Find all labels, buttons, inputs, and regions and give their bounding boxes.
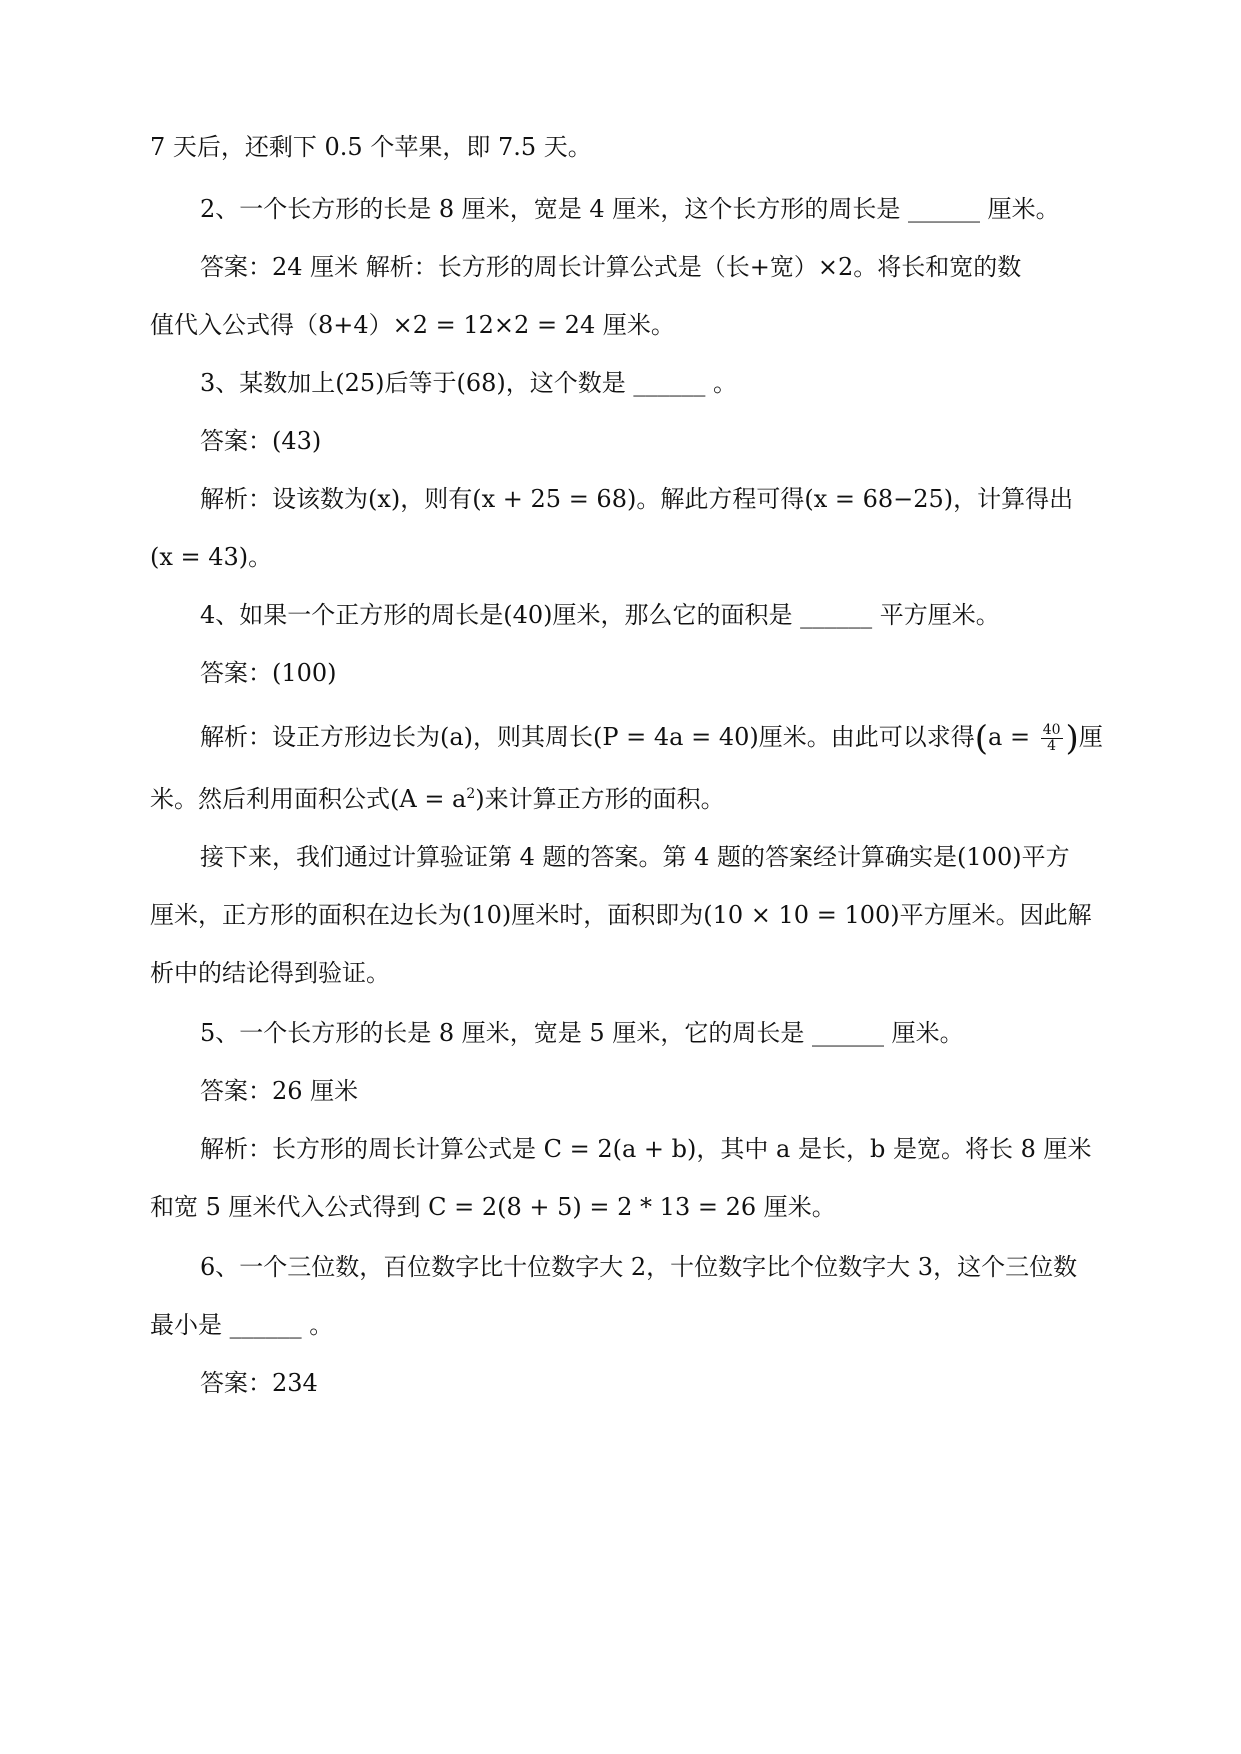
formula-variable: a = — [988, 723, 1038, 751]
question-3: 3、某数加上(25)后等于(68)，这个数是 ______ 。 — [200, 369, 738, 397]
explanation-4-unit: 厘 — [1078, 723, 1103, 751]
verification-paragraph-cont2: 析中的结论得到验证。 — [150, 959, 390, 987]
explanation-4-text: 解析：设正方形边长为(a)，则其周长(P = 4a = 40)厘米。由此可以求得 — [200, 723, 975, 751]
answer-4: 答案：(100) — [200, 659, 337, 687]
explanation-5-cont: 和宽 5 厘米代入公式得到 C = 2(8 + 5) = 2 * 13 = 26 厘米。 — [150, 1193, 836, 1221]
answer-5: 答案：26 厘米 — [200, 1077, 359, 1105]
formula-right-paren: ) — [1065, 718, 1079, 759]
exponent: 2 — [466, 786, 476, 802]
question-2: 2、一个长方形的长是 8 厘米，宽是 4 厘米，这个长方形的周长是 ______ 厘米。 — [200, 195, 1060, 223]
explanation-4-cont — [150, 782, 1100, 816]
answer-2: 答案：24 厘米 解析：长方形的周长计算公式是（长+宽）×2。将长和宽的数 — [200, 253, 1022, 281]
question-6: 6、一个三位数，百位数字比十位数字大 2，十位数字比个位数字大 3，这个三位数 — [200, 1253, 1078, 1281]
explanation-3: 解析：设该数为(x)，则有(x + 25 = 68)。解此方程可得(x = 68−25)，计算得出 — [200, 485, 1074, 513]
explanation-4 — [200, 718, 1150, 759]
fraction-40-over-4 — [1041, 723, 1063, 754]
verification-paragraph: 接下来，我们通过计算验证第 4 题的答案。第 4 题的答案经计算确实是(100)平方 — [200, 843, 1070, 871]
explanation-5: 解析：长方形的周长计算公式是 C = 2(a + b)，其中 a 是长，b 是宽。将长 8 厘米 — [200, 1135, 1092, 1163]
explanation-3-cont: (x = 43)。 — [150, 543, 273, 571]
verification-paragraph-cont1: 厘米，正方形的面积在边长为(10)厘米时，面积即为(10 × 10 = 100)平方厘米。因此解 — [150, 901, 1092, 929]
text-line-answer-continuation: 7 天后，还剩下 0.5 个苹果，即 7.5 天。 — [150, 133, 592, 161]
fraction-denominator: 4 — [1047, 738, 1057, 754]
question-5: 5、一个长方形的长是 8 厘米，宽是 5 厘米，它的周长是 ______ 厘米。 — [200, 1019, 964, 1047]
question-6-cont: 最小是 ______ 。 — [150, 1311, 334, 1339]
area-formula-tail: )来计算正方形的面积。 — [475, 785, 725, 813]
explanation-2-cont: 值代入公式得（8+4）×2 = 12×2 = 24 厘米。 — [150, 311, 675, 339]
question-4: 4、如果一个正方形的周长是(40)厘米，那么它的面积是 ______ 平方厘米。 — [200, 601, 1000, 629]
fraction-numerator: 40 — [1042, 722, 1061, 738]
answer-3: 答案：(43) — [200, 427, 322, 455]
answer-6: 答案：234 — [200, 1369, 318, 1397]
formula-left-paren: ( — [974, 718, 989, 759]
area-formula-text: 米。然后利用面积公式(A = a — [150, 785, 467, 813]
